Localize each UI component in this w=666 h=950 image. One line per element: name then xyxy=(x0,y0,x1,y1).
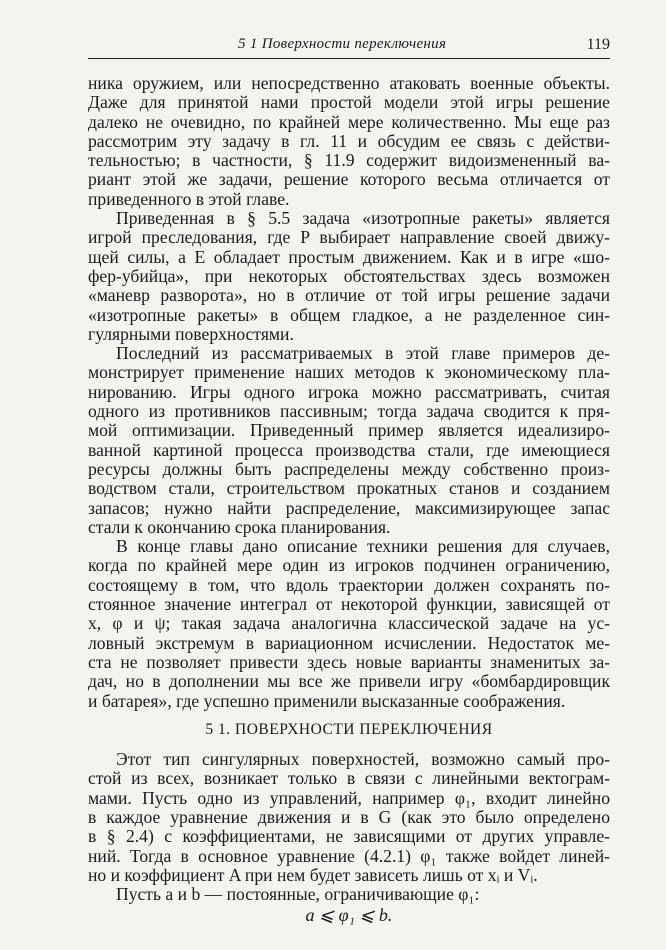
text-line: когда по крайней мере один из игроков подчинен ограничению, xyxy=(88,555,610,576)
text-line: тельностью; в частности, § 11.9 содержит видоизмененный ва- xyxy=(88,150,610,171)
text-line: ний. Тогда в основное уравнение (4.2.1) φ₁ также войдет линей- xyxy=(88,845,610,866)
paragraph xyxy=(88,750,610,885)
paragraph xyxy=(88,209,610,344)
text-line: стоянное значение интеграл от некоторой функции, зависящей от xyxy=(88,594,610,615)
page-body xyxy=(88,74,610,928)
text-line: дач, но в дополнении мы все же привели игру «бомбардировщик xyxy=(88,671,610,692)
text-line: но и коэффициент A при нем будет зависеть лишь от xᵢ и Vᵢ. xyxy=(88,864,538,885)
text-line: «изотропные ракеты» в общем гладкое, а не разделенное син- xyxy=(88,304,610,325)
text-line: щей силы, а E обладает простым движением. Как и в игре «шо- xyxy=(88,246,610,267)
text-line: далеко не очевидно, по крайней мере количественно. Мы еще раз xyxy=(88,111,610,132)
text-line: ловный экстремум в вариационном исчислении. Недостаток ме- xyxy=(88,632,610,653)
text-line: Последний из рассматриваемых в этой главе примеров де- xyxy=(116,343,610,364)
text-line: нированию. Игры одного игрока можно рассматривать, считая xyxy=(88,381,610,402)
page-number: 119 xyxy=(586,36,610,53)
text-line: ванной картиной процесса производства стали, где имеющиеся xyxy=(88,439,610,460)
text-line: одного из противников пассивным; тогда задача сводится к пря- xyxy=(88,401,610,422)
text-line: В конце главы дано описание техники решения для случаев, xyxy=(116,536,610,557)
text-line: мами. Пусть одно из управлений, например φ₁, входит линейно xyxy=(88,787,610,808)
running-title: 5 1 Поверхности переключения xyxy=(238,36,447,52)
text-line: «маневр разворота», но в отличие от той игры решение задачи xyxy=(88,285,610,306)
text-line: x, φ и ψ; такая задача аналогична классической задаче на ус- xyxy=(88,613,610,634)
text-line: запасов; нужно найти распределение, максимизирующее запас xyxy=(88,497,610,518)
paragraph xyxy=(88,74,610,209)
paragraph xyxy=(88,885,610,904)
text-line: мой оптимизации. Приведенный пример является идеализиро- xyxy=(88,420,610,441)
text-line: и батарея», где успешно применили высказанные соображения. xyxy=(88,690,566,711)
paragraph xyxy=(88,537,610,711)
text-line: стали к окончанию срока планирования. xyxy=(88,516,391,537)
text-line: ника оружием, или непосредственно атаковать военные объекты. xyxy=(88,73,610,93)
text-line: состоящему в том, что вдоль траектории должен сохранять по- xyxy=(88,574,610,595)
text-line: приведенного в этой главе. xyxy=(88,188,290,209)
text-line: ресурсы должны быть распределены между собственно произ- xyxy=(88,458,610,479)
text-line: монстрирует применение наших методов к экономическому пла- xyxy=(88,362,610,383)
text-line: фер-убийца», при некоторых обстоятельствах здесь возможен xyxy=(88,265,610,286)
text-line: Пусть a и b — постоянные, ограничивающие φ₁: xyxy=(116,884,480,905)
text-line: Приведенная в § 5.5 задача «изотропные ракеты» является xyxy=(116,208,610,229)
text-line: гулярными поверхностями. xyxy=(88,323,294,344)
section-text xyxy=(88,750,610,904)
text-line: ста не позволяет привести здесь новые варианты знаменитых за- xyxy=(88,651,610,672)
text-line: водством стали, строительством прокатных станов и созданием xyxy=(88,478,610,499)
inequality-formula: a ⩽ φ₁ ⩽ b. xyxy=(305,905,393,926)
text-line: игрой преследования, где P выбирает направление своей движу- xyxy=(88,227,610,248)
text-line: Даже для принятой нами простой модели этой игры решение xyxy=(88,92,610,113)
intro-text xyxy=(88,74,610,711)
paragraph xyxy=(88,344,610,537)
running-header xyxy=(88,36,610,59)
text-line: риант этой же задачи, решение которого весьма отличается от xyxy=(88,169,610,190)
text-line: Этот тип сингулярных поверхностей, возможно самый про- xyxy=(116,749,610,770)
text-line: стой из всех, возникает только в связи с линейными вектограм- xyxy=(88,768,610,789)
text-line: рассмотрим эту задачу в гл. 11 и обсудим ее связь с действи- xyxy=(88,130,610,151)
text-line: в каждое уравнение движения и в G (как это было определено xyxy=(88,806,610,827)
text-line: в § 2.4) с коэффициентами, не зависящими от других управле- xyxy=(88,826,610,847)
section-heading: 5 1. ПОВЕРХНОСТИ ПЕРЕКЛЮЧЕНИЯ xyxy=(205,720,493,738)
